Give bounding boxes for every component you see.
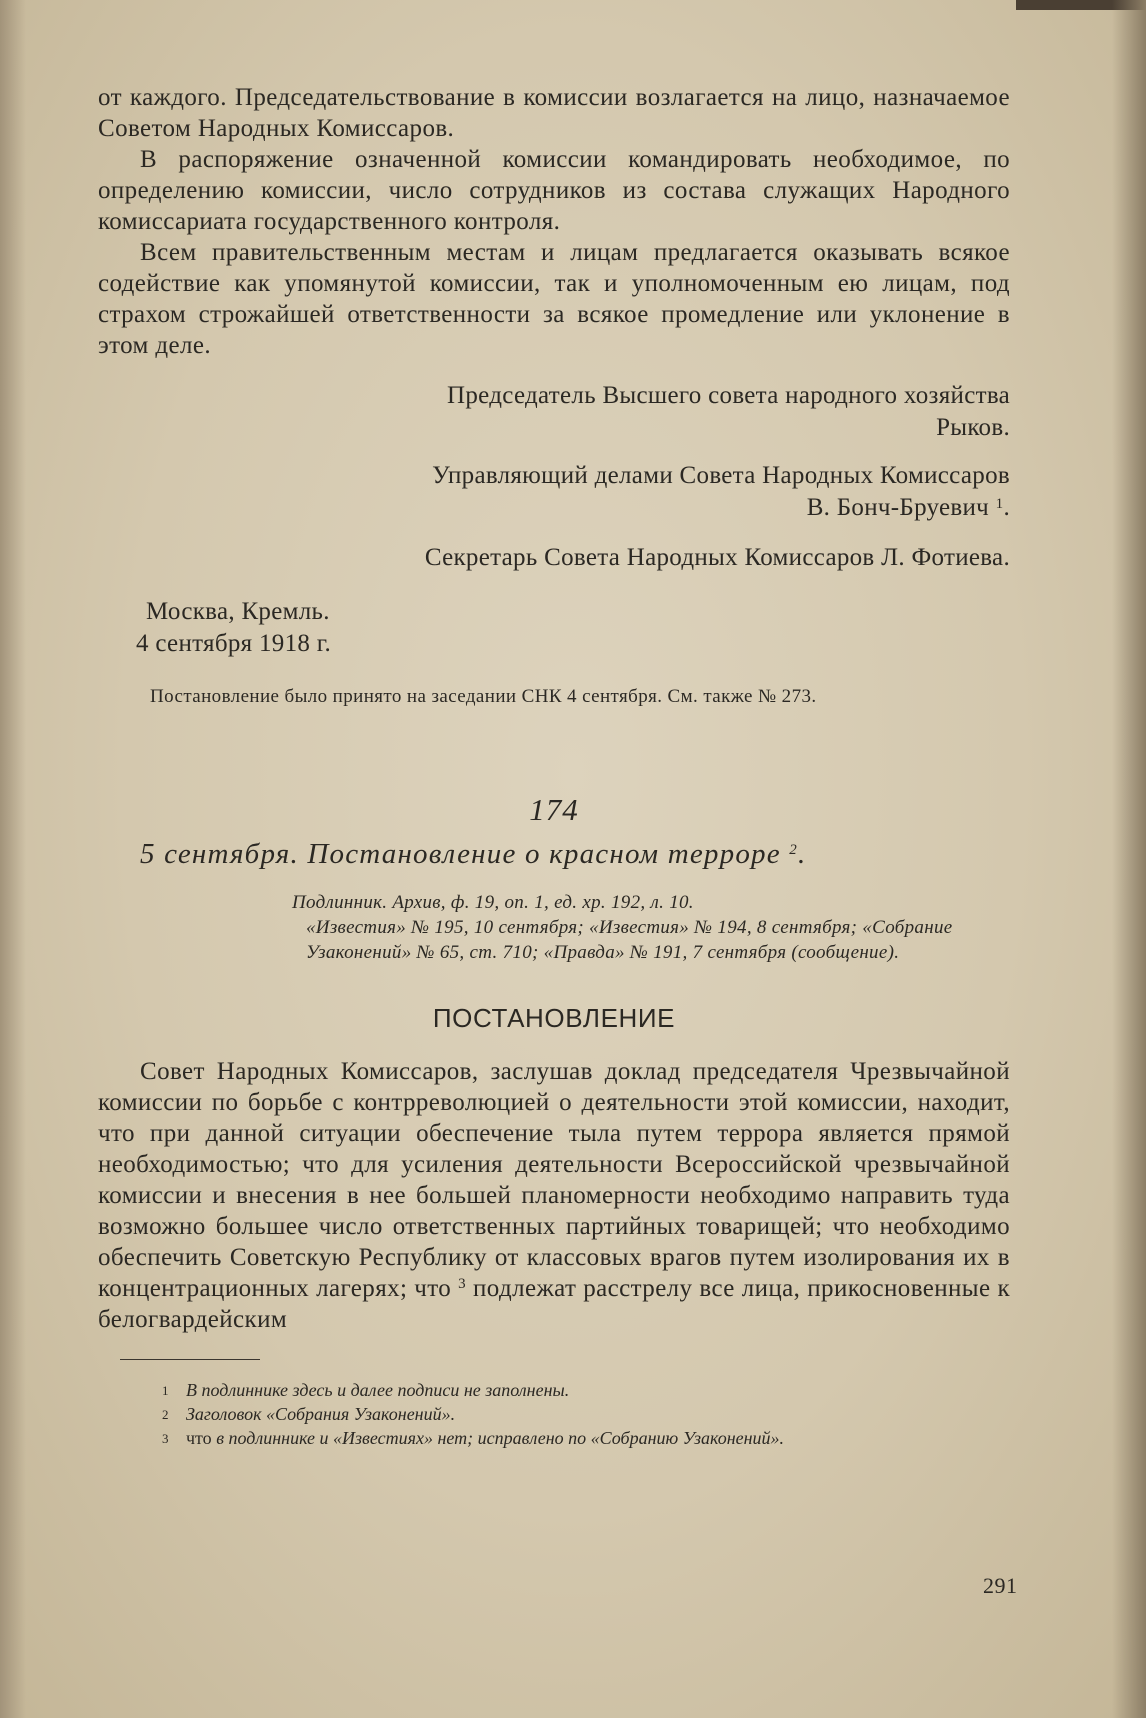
- chairman-signature: [98, 380, 1010, 444]
- decree-body-text: Совет Народных Комиссаров, заслушав доклад председателя Чрезвычайной комиссии по борьбе с контрреволюцией о деятельности этой комиссии, находит, что при данной ситуации обеспечение тыла путем террора является прямой необходимостью; что для усиления деятельности Всероссийской чрезвычайной комиссии и внесения в нее большей планомерности необходимо направить туда возможно большее число ответственных партийных товарищей; что необходимо обеспечить Советскую Республику от классовых врагов путем изолирования их в концентрационных лагерях; что: [98, 1058, 1010, 1302]
- manager-signature: [98, 460, 1010, 524]
- editorial-note: Постановление было принято на заседании СНК 4 сентября. См. также № 273.: [150, 686, 817, 707]
- decree-body-continued: подлежат расстрелу все лица, прикосновенные к белогвардейским: [98, 1275, 1010, 1333]
- manager-title: Управляющий делами Совета Народных Комиссаров: [432, 462, 1010, 489]
- footnote-text: Заголовок «Собрания Узаконений».: [186, 1404, 456, 1424]
- decree-heading: ПОСТАНОВЛЕНИЕ: [432, 1003, 676, 1033]
- document-number: 174: [529, 792, 579, 827]
- continuation-paragraph-3: Всем правительственным местам и лицам предлагается оказывать всякое содействие как упомянутой комиссии, так и уполномоченным ею лицам, под страхом строжайшей ответственности за всякое промедление или уклонение в этом деле.: [98, 239, 1010, 359]
- date: 4 сентября 1918 г.: [136, 630, 332, 657]
- manager-period: .: [1003, 494, 1010, 521]
- document-title: [140, 836, 1010, 872]
- document-sources: [292, 890, 1010, 965]
- page-number: 291: [983, 1573, 1018, 1598]
- footnotes: [162, 1378, 1010, 1450]
- decree-body: [98, 1056, 1010, 1335]
- manager-name-line: [98, 492, 1010, 524]
- document-title-text: 5 сентября. Постановление о красном терроре: [140, 838, 781, 870]
- place: Москва, Кремль.: [146, 598, 330, 625]
- secretary-signature: [98, 542, 1010, 574]
- page-content: [98, 82, 1010, 1450]
- footnote-3: [162, 1426, 1010, 1450]
- footnote-divider: [120, 1359, 260, 1360]
- footnote-number: 1: [162, 1383, 169, 1398]
- footnote-1: [162, 1378, 1010, 1402]
- chairman-title: Председатель Высшего совета народного хозяйства: [447, 382, 1010, 409]
- manager-name: В. Бонч-Бруевич: [806, 494, 990, 521]
- place-and-date: [136, 596, 1010, 660]
- document-title-period: .: [797, 838, 807, 870]
- footnote-lead-word: что: [186, 1428, 212, 1448]
- footnote-number: 2: [162, 1407, 169, 1422]
- continuation-paragraph-1: от каждого. Председательствование в комиссии возлагается на лицо, назначаемое Советом Народных Комиссаров.: [98, 84, 1010, 142]
- page-edge-shadow: [1016, 0, 1146, 10]
- footnote-text: в подлиннике и «Известиях» нет; исправлено по «Собранию Узаконений».: [216, 1428, 785, 1448]
- chairman-name: Рыков.: [936, 414, 1010, 441]
- footnote-ref-2: 2: [789, 842, 798, 858]
- source-publications: «Известия» № 195, 10 сентября; «Известия» № 194, 8 сентября; «Собрание Узаконений» № 65, ст. 710; «Правда» № 191, 7 сентября (сообщение).: [306, 917, 953, 963]
- footnote-text: В подлиннике здесь и далее подписи не заполнены.: [186, 1380, 570, 1400]
- footnote-2: [162, 1402, 1010, 1426]
- source-original: Подлинник. Архив, ф. 19, оп. 1, ед. хр. 192, л. 10.: [292, 892, 694, 913]
- footnote-ref-3: 3: [458, 1276, 467, 1292]
- footnote-number: 3: [162, 1431, 169, 1446]
- footnote-ref-1: 1: [995, 496, 1004, 512]
- continuation-paragraph-2: В распоряжение означенной комиссии командировать необходимое, по определению комиссии, число сотрудников из состава служащих Народного комиссариата государственного контроля.: [98, 146, 1010, 235]
- secretary-line: Секретарь Совета Народных Комиссаров Л. Фотиева.: [424, 544, 1010, 571]
